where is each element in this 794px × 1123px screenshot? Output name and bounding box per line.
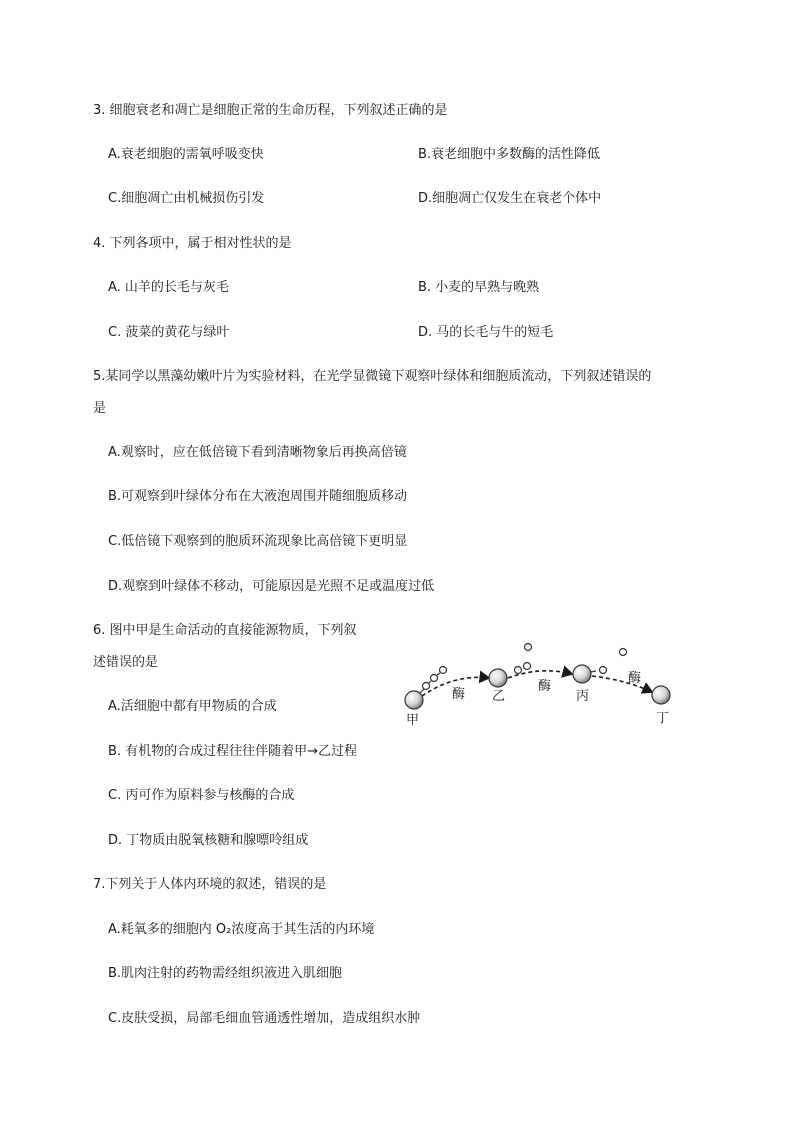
q5-option-b: B.可观察到叶绿体分布在大液泡周围并随细胞质移动 [108, 489, 408, 504]
q6-option-b: B. 有机物的合成过程往往伴随着甲→乙过程 [108, 744, 358, 759]
node-bing-ball [573, 665, 591, 683]
released-phosphate [525, 644, 532, 651]
q6-option-c: C. 丙可作为原料参与核酶的合成 [108, 788, 295, 803]
q7-option-a: A.耗氧多的细胞内 O₂浓度高于其生活的内环境 [108, 922, 375, 937]
q4-option-a: A. 山羊的长毛与灰毛 [108, 280, 229, 295]
node-jia-label: 甲 [406, 713, 420, 728]
q5-option-c: C.低倍镜下观察到的胞质环流现象比高倍镜下更明显 [108, 534, 408, 549]
phosphate-bead [431, 675, 438, 682]
phosphate-bead [524, 663, 531, 670]
q4-stem: 4. 下列各项中，属于相对性状的是 [93, 236, 292, 251]
arrow-bing-to-ding [592, 676, 652, 692]
node-bing-label: 丙 [576, 689, 590, 704]
enzyme-label-2: 酶 [538, 679, 552, 694]
phosphate-bead [440, 667, 447, 674]
q7-option-c: C.皮肤受损，局部毛细血管通透性增加，造成组织水肿 [108, 1011, 421, 1026]
q7-option-b: B.肌肉注射的药物需经组织液进入肌细胞 [108, 966, 343, 981]
node-yi-label: 乙 [492, 689, 506, 704]
q6-option-a: A.活细胞中都有甲物质的合成 [108, 699, 277, 714]
q4-option-d: D. 马的长毛与牛的短毛 [418, 325, 554, 340]
node-ding-label: 丁 [656, 711, 670, 726]
q6-stem-line1: 6. 图中甲是生命活动的直接能源物质，下列叙 [93, 623, 357, 638]
q5-option-a: A.观察时，应在低倍镜下看到清晰物象后再换高倍镜 [108, 445, 407, 460]
q5-stem-line1: 5.某同学以黑藻幼嫩叶片为实验材料，在光学显微镜下观察叶绿体和细胞质流动，下列叙述错误的 [93, 369, 652, 384]
enzyme-label-3: 酶 [628, 671, 642, 686]
node-jia-ball [405, 691, 423, 709]
enzyme-label-1: 酶 [452, 687, 466, 702]
q3-option-c: C.细胞凋亡由机械损伤引发 [108, 191, 265, 206]
q5-stem-line2: 是 [93, 401, 107, 416]
q6-option-d: D. 丁物质由脱氧核糖和腺嘌呤组成 [108, 833, 309, 848]
q4-option-b: B. 小麦的早熟与晚熟 [418, 280, 540, 295]
q6-stem-line2: 述错误的是 [93, 655, 159, 670]
atp-hydrolysis-diagram [396, 638, 686, 730]
q3-stem: 3. 细胞衰老和凋亡是细胞正常的生命历程，下列叙述正确的是 [93, 103, 448, 118]
q7-stem: 7.下列关于人体内环境的叙述，错误的是 [93, 877, 327, 892]
q3-option-a: A.衰老细胞的需氧呼吸变快 [108, 147, 264, 162]
phosphate-bead [600, 667, 607, 674]
phosphate-bead [423, 683, 430, 690]
node-ding-ball [652, 686, 670, 704]
node-yi-ball [489, 669, 507, 687]
q3-option-d: D.细胞凋亡仅发生在衰老个体中 [418, 191, 602, 206]
q5-option-d: D.观察到叶绿体不移动，可能原因是光照不足或温度过低 [108, 579, 435, 594]
q4-option-c: C. 菠菜的黄花与绿叶 [108, 325, 230, 340]
phosphate-bead [515, 667, 522, 674]
q3-option-b: B.衰老细胞中多数酶的活性降低 [418, 147, 601, 162]
released-phosphate [620, 649, 627, 656]
